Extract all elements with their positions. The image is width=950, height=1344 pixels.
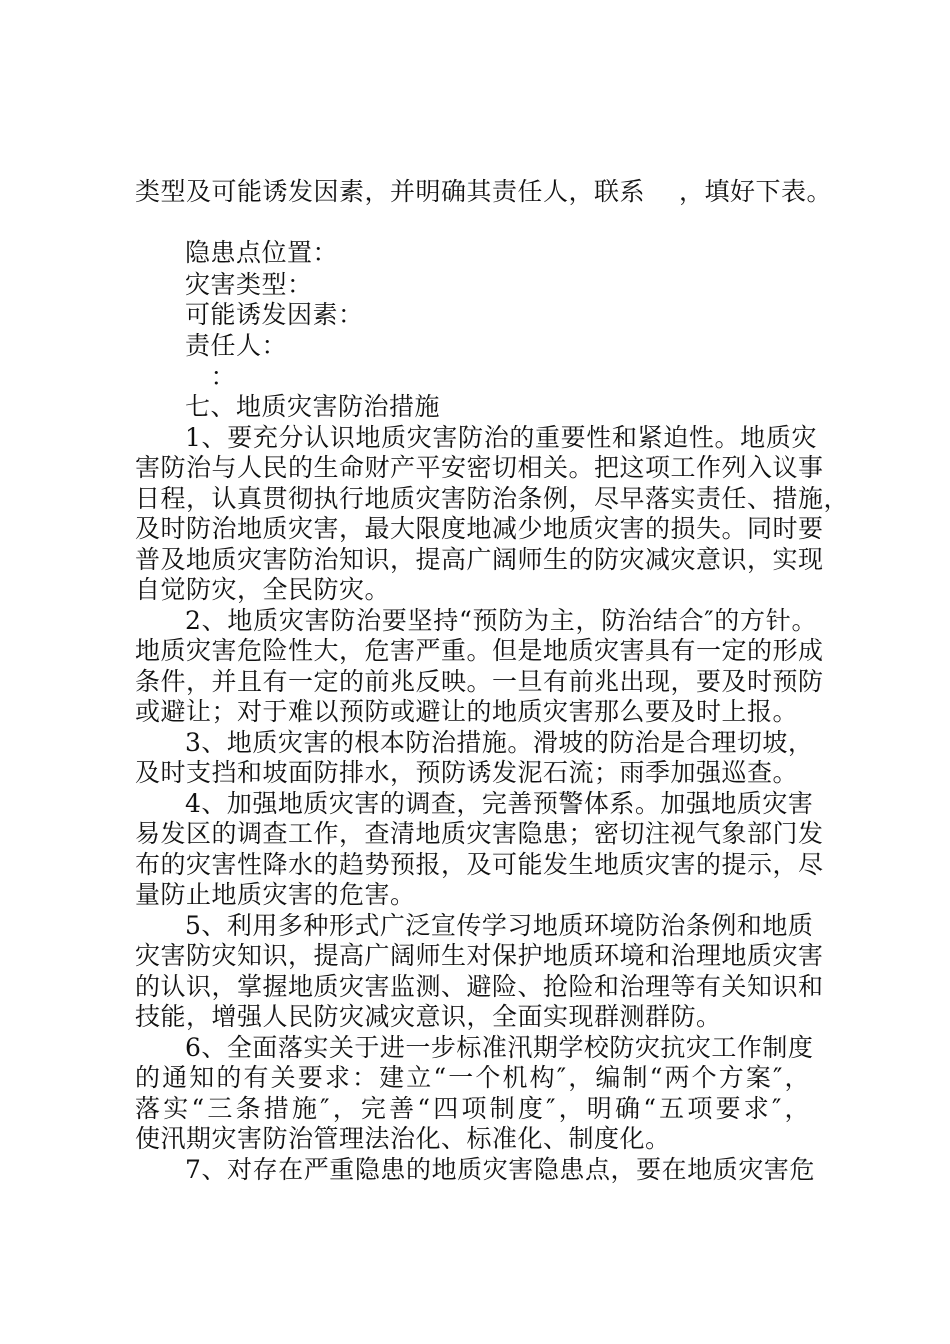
paragraph-line: 1、要充分认识地质灾害防治的重要性和紧迫性。地质灾 [185,423,817,452]
paragraph-line: 易发区的调查工作，查清地质灾害隐患；密切注视气象部门发 [135,819,824,848]
paragraph-line: 技能，增强人民防灾减灾意识，全面实现群测群防。 [135,1002,722,1031]
paragraph-line: 条件，并且有一定的前兆反映。一旦有前兆出现，要及时预防 [135,667,824,696]
paragraph-line: 地质灾害危险性大，危害严重。但是地质灾害具有一定的形成 [135,636,824,665]
paragraph-line: 灾害防灾知识，提高广阔师生对保护地质环境和治理地质灾害 [135,941,824,970]
paragraph-line: 4、加强地质灾害的调查，完善预警体系。加强地质灾害 [185,789,814,818]
paragraph-line: 日程，认真贯彻执行地质灾害防治条例，尽早落实责任、措施， [135,484,850,513]
paragraph-line: 2、地质灾害防治要坚持“预防为主，防治结合″的方针。 [185,606,817,635]
paragraph-line: 或避让；对于难以预防或避让的地质灾害那么要及时上报。 [135,697,799,726]
paragraph-line: 使汛期灾害防治管理法治化、标准化、制度化。 [135,1124,671,1153]
intro-line [135,177,832,207]
paragraph-line: 布的灾害性降水的趋势预报，及可能发生地质灾害的提示，尽 [135,850,824,879]
paragraph-line: 落实“三条措施″，完善“四项制度″，明确“五项要求″， [135,1094,810,1123]
intro-line-text: 类型及可能诱发因素，并明确其责任人，联系 ，填好下表。 [135,177,832,206]
form-field-disaster-type: 灾害类型： [185,270,313,299]
paragraph-line: 的通知的有关要求：建立“一个机构″，编制“两个方案″， [135,1063,810,1092]
paragraph-line: 及时支挡和坡面防排水，预防诱发泥石流；雨季加强巡查。 [135,758,799,787]
form-field-responsible-person: 责任人： [185,331,288,360]
form-field-blank: ： [185,362,237,391]
paragraph-line: 7、对存在严重隐患的地质灾害隐患点，要在地质灾害危 [185,1155,815,1184]
paragraph-line: 6、全面落实关于进一步标准汛期学校防灾抗灾工作制度 [185,1033,814,1062]
paragraph-line: 5、利用多种形式广泛宣传学习地质环境防治条例和地质 [185,911,814,940]
form-field-trigger-factors: 可能诱发因素： [185,300,364,329]
paragraph-line: 量防止地质灾害的危害。 [135,880,416,909]
paragraph-line: 3、地质灾害的根本防治措施。滑坡的防治是合理切坡， [185,728,814,757]
paragraph-line: 自觉防灾，全民防灾。 [135,575,391,604]
paragraph-line: 的认识，掌握地质灾害监测、避险、抢险和治理等有关知识和 [135,972,824,1001]
paragraph-line: 及时防治地质灾害，最大限度地减少地质灾害的损失。同时要 [135,514,824,543]
paragraph-line: 害防治与人民的生命财产平安密切相关。把这项工作列入议事 [135,453,824,482]
paragraph-line: 普及地质灾害防治知识，提高广阔师生的防灾减灾意识，实现 [135,545,824,574]
section-heading: 七、地质灾害防治措施 [185,392,441,421]
form-field-location: 隐患点位置： [185,238,339,267]
